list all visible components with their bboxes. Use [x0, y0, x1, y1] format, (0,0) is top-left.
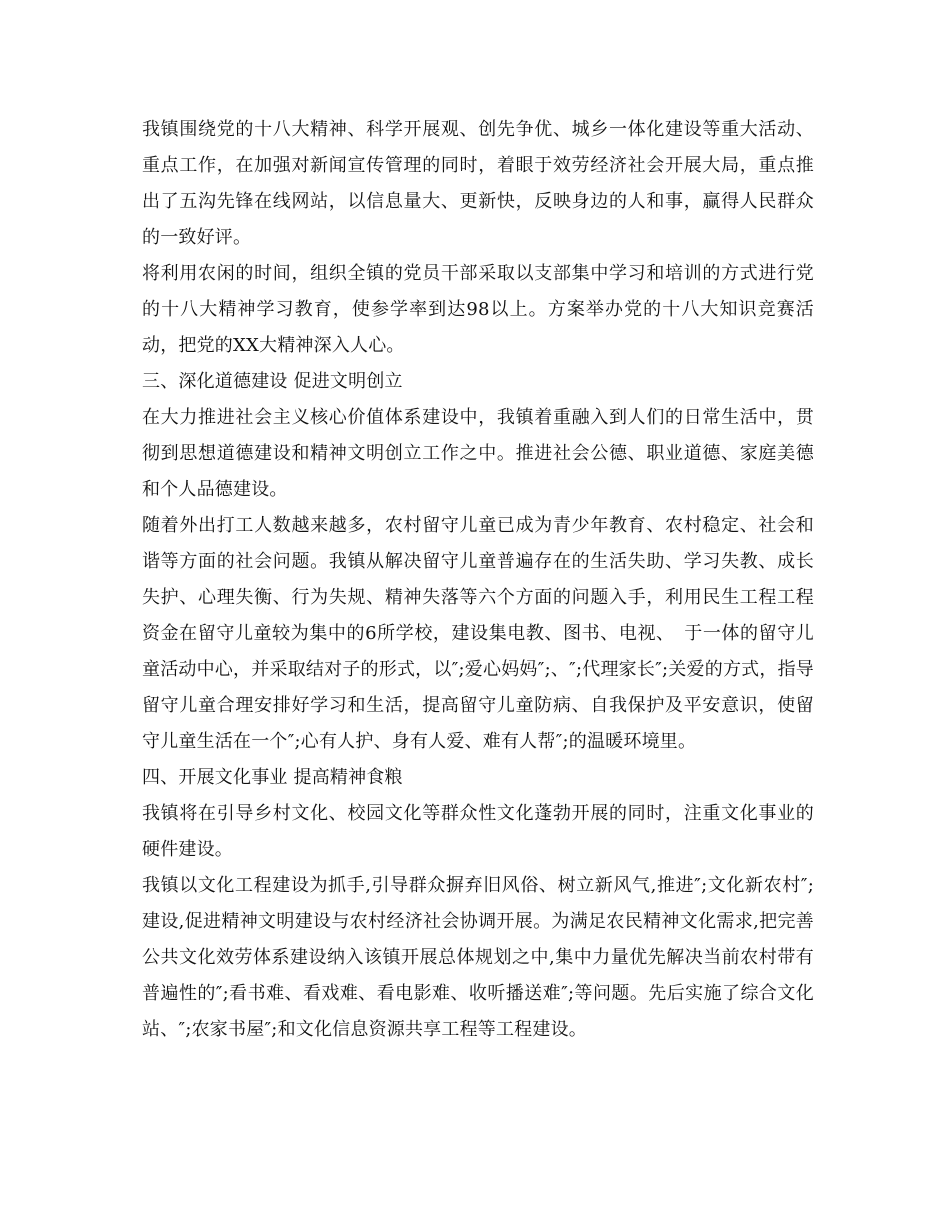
- paragraph-left-behind-children: 随着外出打工人数越来越多，农村留守儿童已成为青少年教育、农村稳定、社会和谐等方面的社会问题。我镇从解决留守儿童普遍存在的生活失助、学习失教、成长失护、心理失衡、行为失规、精神失落等六个方面的问题入手，利用民生工程工程资金在留守儿童较为集中的6所学校，建设集电教、图书、电视、 于一体的留守儿童活动中心，并采取结对子的形式，以″;爱心妈妈″;、″;代理家长″;关爱的方式，指导留守儿童合理安排好学习和生活，提高留守儿童防病、自我保护及平安意识，使留守儿童生活在一个″;心有人护、身有人爱、难有人帮″;的温暖环境里。: [142, 515, 814, 752]
- paragraph-core-values: 在大力推进社会主义核心价值体系建设中，我镇着重融入到人们的日常生活中，贯彻到思想道德建设和精神文明创立工作之中。推进社会公德、职业道德、家庭美德和个人品德建设。: [142, 407, 814, 500]
- paragraph-party-study: 将利用农闲的时间，组织全镇的党员干部采取以支部集中学习和培训的方式进行党的十八大精神学习教育，使参学率到达98以上。方案举办党的十八大知识竞赛活动，把党的XX大精神深入人心。: [142, 263, 814, 356]
- document-body: [142, 112, 814, 1048]
- section-heading-cultural-undertakings: 四、开展文化事业 提高精神食粮: [142, 767, 403, 788]
- paragraph-news-website: 我镇围绕党的十八大精神、科学开展观、创先争优、城乡一体化建设等重大活动、重点工作，在加强对新闻宣传管理的同时，着眼于效劳经济社会开展大局，重点推出了五沟先锋在线网站，以信息量大、更新快，反映身边的人和事，赢得人民群众的一致好评。: [142, 119, 814, 248]
- paragraph-cultural-projects: 我镇以文化工程建设为抓手,引导群众摒弃旧风俗、树立新风气,推进″;文化新农村″;建设,促进精神文明建设与农村经济社会协调开展。为满足农民精神文化需求,把完善公共文化效劳体系建设纳入该镇开展总体规划之中,集中力量优先解决当前农村带有普遍性的″;看书难、看戏难、看电影难、收听播送难″;等问题。先后实施了综合文化站、″;农家书屋″;和文化信息资源共享工程等工程建设。: [142, 875, 814, 1040]
- section-heading-moral-construction: 三、深化道德建设 促进文明创立: [142, 371, 403, 392]
- paragraph-cultural-hardware: 我镇将在引导乡村文化、校园文化等群众性文化蓬勃开展的同时，注重文化事业的硬件建设。: [142, 803, 814, 860]
